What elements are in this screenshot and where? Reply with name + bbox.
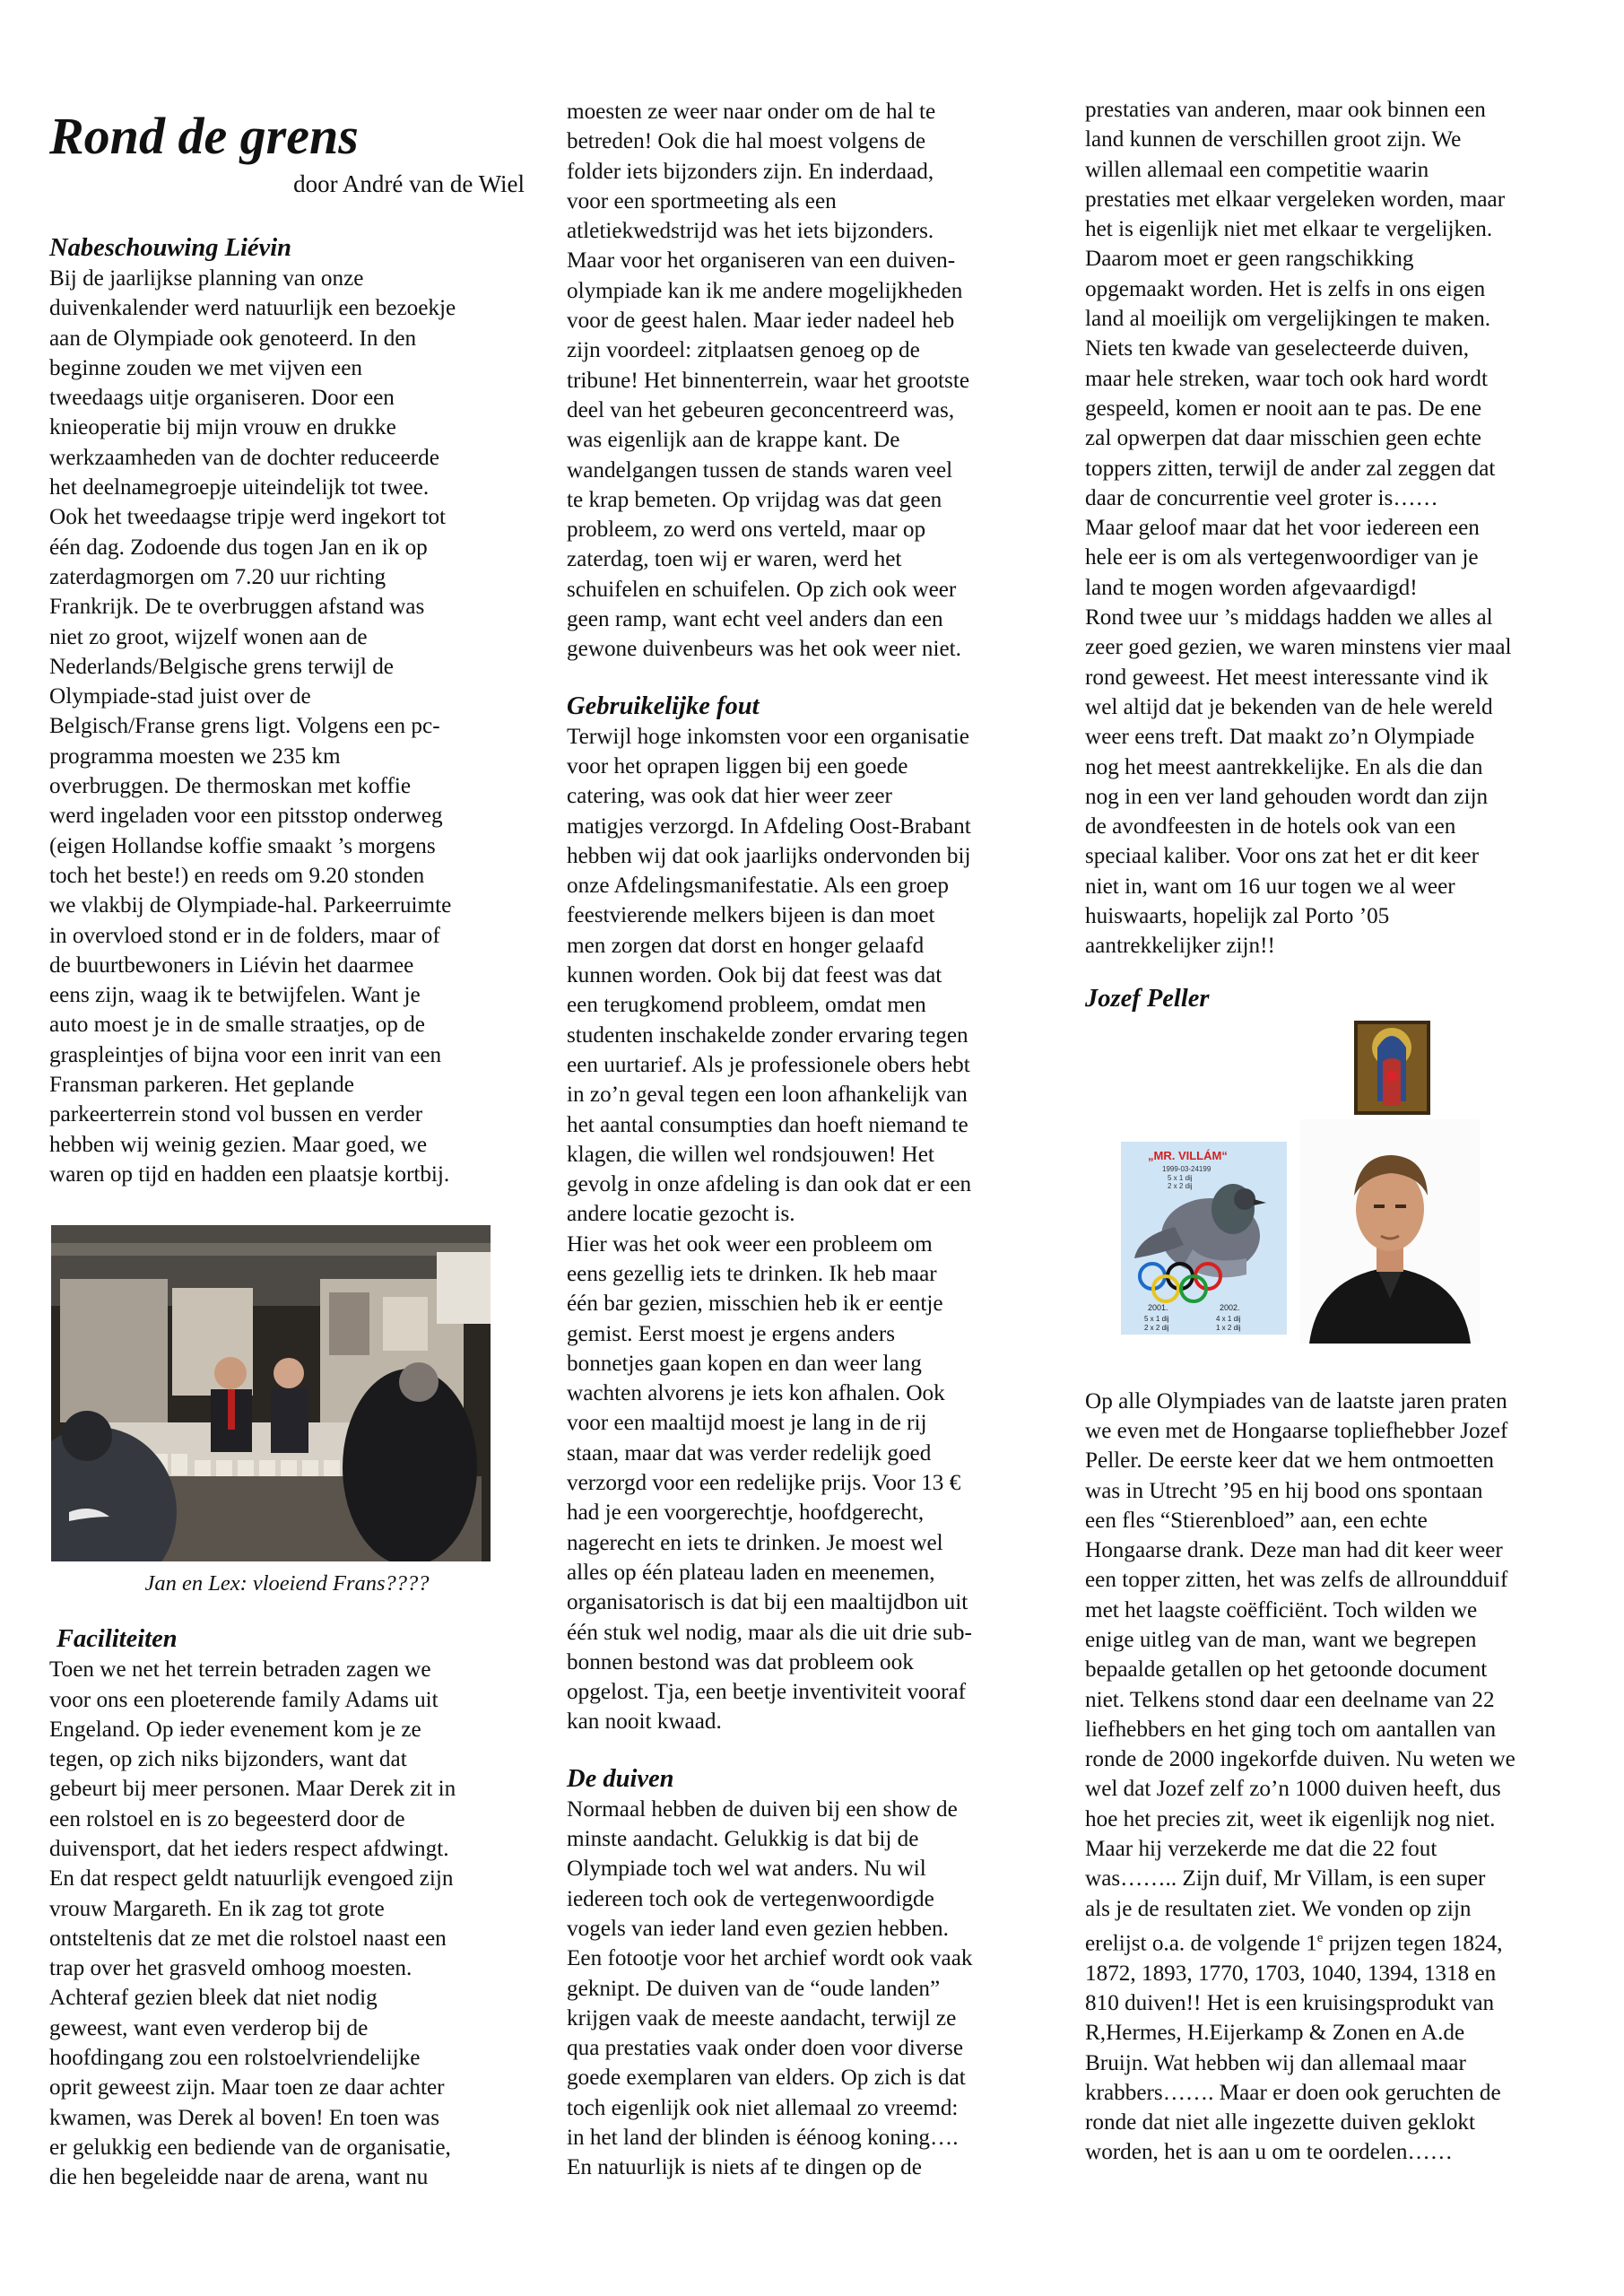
poster-year-right: 2002. bbox=[1220, 1302, 1240, 1312]
column-1 bbox=[49, 97, 525, 2193]
peller-text-part-2: prijzen tegen 1824, 1872, 1893, 1770, 1703, 1040, 1394, 1318 en 810 duiven!! Het is een kruisingsprodukt van R,Hermes, H.Eijerkamp & Zonen en A.de Bruijn. Wat hebben wij dan allemaal maar krabbers……. Maar er doen ook geruchten de ronde dat niet alle ingezette duiven geklokt worden, het is aan u om te oordelen…… bbox=[1085, 1931, 1503, 2165]
pigeon-poster bbox=[1121, 1142, 1287, 1335]
section-heading-gebruikelijke-fout: Gebruikelijke fout bbox=[567, 691, 760, 720]
section-text-de-duiven: Normaal hebben de duiven bij een show de minste aandacht. Gelukkig is dat bij de Olympiade toch wel wat anders. Nu wil iedereen toch ook de vertegenwoordigde vogels van ieder land even gezien hebben. Een fotootje voor het archief wordt ook vaak geknipt. De duiven van de “oude landen” krijgen vaak de meeste aandacht, terwijl ze qua prestaties vaak onder doen voor diverse goede exemplaren van elders. Op zich is dat toch eigenlijk ook niet allemaal zo vreemd: in het land der blinden is éénoog koning…. En natuurlijk is niets af te dingen op de bbox=[567, 1796, 973, 2180]
photo-caption: Jan en Lex: vloeiend Frans???? bbox=[144, 1571, 430, 1596]
section-heading-jozef-peller: Jozef Peller bbox=[1085, 984, 1210, 1013]
peller-text-part-1: Op alle Olympiades van de laatste jaren praten we even met de Hongaarse topliefhebber Jozef Peller. De eerste keer dat we hem ontmoetten was in Utrecht ’95 en hij bood ons spontaan een fles “Stierenbloed” aan, een echte Hongaarse drank. Deze man had dit keer weer een topper zitten, het was zelfs de allroundduif met het laagste coëfficiënt. Toch wilden we enige uitleg van de man, want we begrepen bepaalde getallen op het getoonde document niet. Telkens stond daar een deelname van 22 liefhebbers en het ging toch om aantallen van ronde de 2000 ingekorfde duiven. Nu weten we wel dat Jozef zelf zo’n 1000 duiven heeft, dus hoe het precies zit, weet ik eigenlijk nog niet. Maar hij verzekerde me dat die 22 fout was…….. Zijn duif, Mr Villam, is een super als je de resultaten ziet. We vonden op zijn erelijst o.a. de volgende 1 bbox=[1085, 1388, 1515, 1956]
section-text-lievin: Bij de jaarlijkse planning van onze duivenkalender werd natuurlijk een bezoekje aan de Olympiade ook genoteerd. In den beginne zouden we met vijven een tweedaags uitje organiseren. Door een knieoperatie bij mijn vrouw en drukke werkzaamheden van de dochter reduceerde het deelnamegroepje uiteindelijk tot twee. Ook het tweedaagse tripje werd ingekort tot één dag. Zodoende dus togen Jan en ik op zaterdagmorgen om 7.20 uur richting Frankrijk. De te overbruggen afstand was niet zo groot, wijzelf wonen aan de Nederlands/Belgische grens terwijl de Olympiade-stad juist over de Belgisch/Franse grens ligt. Volgens een pc- programma moesten we 235 km overbruggen. De thermoskan met koffie werd ingeladen voor een pitsstop onderweg (eigen Hollandse koffie smaakt ’s morgens toch het beste!) en reeds om 9.20 stonden we vlakbij de Olympiade-hal. Parkeerruimte in overvloed stond er in de folders, maar of de buurtbewoners in Liévin het daarmee eens zijn, waag ik te betwijfelen. Want je auto moest je in de smalle straatjes, op de graspleintjes of bijna voor een inrit van een Fransman parkeren. Het geplande parkeerterrein stond vol bussen en verder hebben wij weinig gezien. Maar goed, we waren op tijd en hadden een plaatsje kortbij. bbox=[49, 266, 456, 1187]
poster-stats-right-1: 4 x 1 dij bbox=[1216, 1314, 1241, 1323]
section-heading-faciliteiten: Faciliteiten bbox=[56, 1625, 178, 1654]
poster-stats-right-2: 1 x 2 dij bbox=[1216, 1323, 1241, 1332]
madonna-picture bbox=[1354, 1021, 1430, 1115]
section-heading-de-duiven: De duiven bbox=[567, 1764, 674, 1793]
article-byline: door André van de Wiel bbox=[293, 170, 525, 197]
photo-jan-en-lex bbox=[51, 1225, 491, 1561]
section-text-jozef-peller bbox=[1085, 1387, 1578, 2168]
poster-stats-left-2: 2 x 2 dij bbox=[1144, 1323, 1169, 1332]
peller-images bbox=[1085, 1016, 1578, 1370]
photo-jan-en-lex-image bbox=[51, 1225, 491, 1561]
peller-text-superscript: e bbox=[1316, 1930, 1324, 1945]
column-2 bbox=[567, 97, 1051, 2183]
portrait-jozef-peller bbox=[1300, 1119, 1480, 1344]
poster-year-left: 2001. bbox=[1148, 1302, 1168, 1312]
poster-top-line-2: 2 x 2 dij bbox=[1168, 1181, 1193, 1190]
poster-title: „MR. VILLÁM“ bbox=[1148, 1148, 1228, 1162]
section-text-col2-intro: moesten ze weer naar onder om de hal te betreden! Ook die hal moest volgens de folder iets bijzonders zijn. En inderdaad, voor een sportmeeting als een atletiekwedstrijd was het iets bijzonders. Maar voor het organiseren van een duiven- olympiade kan ik me andere mogelijkheden voor de geest halen. Maar ieder nadeel heb zijn voordeel: zitplaatsen genoeg op de tribune! Het binnenterrein, waar het grootste deel van het gebeuren geconcentreerd was, was eigenlijk aan de krappe kant. De wandelgangen tussen de stands waren veel te krap bemeten. Op vrijdag was dat geen probleem, zo werd ons verteld, maar op zaterdag, toen wij er waren, werd het schuifelen en schuifelen. Op zich ook weer geen ramp, want echt veel anders dan een gewone duivenbeurs was het ook weer niet. bbox=[567, 100, 970, 662]
article-title: Rond de grens bbox=[49, 107, 359, 165]
poster-top-line-1: 5 x 1 dij bbox=[1168, 1173, 1193, 1182]
madonna-picture-image bbox=[1354, 1021, 1430, 1115]
portrait-jozef-peller-image bbox=[1300, 1119, 1480, 1344]
column-3 bbox=[1085, 95, 1578, 2168]
section-text-col3-intro: prestaties van anderen, maar ook binnen een land kunnen de verschillen groot zijn. We willen allemaal een competitie waarin prestaties met elkaar vergeleken worden, maar het is eigenlijk niet met elkaar te vergelijken. Daarom moet er geen rangschikking opgemaakt worden. Het is zelfs in ons eigen land al moeilijk om vergelijkingen te maken. Niets ten kwade van geselecteerde duiven, maar hele streken, waar toch ook hard wordt gespeeld, komen er nooit aan te pas. De ene zal opwerpen dat daar misschien geen echte toppers zitten, terwijl de ander zal zeggen dat daar de concurrentie veel groter is…… Maar geloof maar dat het voor iedereen een hele eer is om als vertegenwoordiger van je land te mogen worden afgevaardigd! Rond twee uur ’s middags hadden we alles al zeer goed gezien, we waren minstens vier maal rond geweest. Het meest interessante vind ik wel altijd dat je bekenden van de hele wereld weer eens treft. Dat maakt zo’n Olympiade nog het meest aantrekkelijke. En als die dan nog in een ver land gehouden wordt dan zijn de avondfeesten in de hotels ook van een speciaal kaliber. Voor ons zat het er dit keer niet in, want om 16 uur togen we al weer huiswaarts, hopelijk zal Porto ’05 aantrekkelijker zijn!! bbox=[1085, 98, 1512, 959]
section-heading-lievin: Nabeschouwing Liévin bbox=[49, 234, 291, 262]
poster-ring: 1999-03-24199 bbox=[1162, 1164, 1211, 1173]
poster-stats-left-1: 5 x 1 dij bbox=[1144, 1314, 1169, 1323]
section-text-gebruikelijke-fout: Terwijl hoge inkomsten voor een organisatie voor het oprapen liggen bij een goede catering, was ook dat hier weer zeer matigjes verzorgd. In Afdeling Oost-Brabant hebben wij dat ook jaarlijks ondervonden bij onze Afdelingsmanifestatie. Als een groep feestvierende melkers bijeen is dan moet men zorgen dat dorst en honger gelaafd kunnen worden. Ook bij dat feest was dat een terugkomend probleem, omdat men studenten inschakelde zonder ervaring tegen een uurtarief. Als je professionele obers hebt in zo’n geval tegen een loon afhankelijk van het aantal consumpties dan hoeft niemand te klagen, die willen wel rondsjouwen! Het gevolg in onze afdeling is dan ook dat er een andere locatie gezocht is. Hier was het ook weer een probleem om eens gezellig iets te drinken. Ik heb maar één bar gezien, misschien heb ik er eentje gemist. Eerst moest je ergens anders bonnetjes gaan kopen en dan weer lang wachten alvorens je iets kon afhalen. Ook voor een maaltijd moest je lang in de rij staan, maar dat was verder redelijk goed verzorgd voor een redelijke prijs. Voor 13 € had je een voorgerechtje, hoofdgerecht, nagerecht en iets te drinken. Je moest wel alles op één plateau laden en meenemen, organisatorisch is dat bij een maaltijdbon uit één stuk wel nodig, maar als die uit drie sub- bonnen bestond was dat probleem ook opgelost. Tja, een beetje inventiviteit vooraf kan nooit kwaad. bbox=[567, 724, 972, 1735]
section-text-faciliteiten: Toen we net het terrein betraden zagen we voor ons een ploeterende family Adams uit Engeland. Op ieder evenement kom je ze tegen, op zich niks bijzonders, want dat gebeurt bij meer personen. Maar Derek zit in een rolstoel en is zo begeesterd door de duivensport, dat het ieders respect afdwingt. En dat respect geldt natuurlijk evengoed zijn vrouw Margareth. En ik zag tot grote ontsteltenis dat ze met die rolstoel naast een trap over het grasveld omhoog moesten. Achteraf gezien bleek dat niet nodig geweest, want even verderop bij de hoofdingang zou een rolstoelvriendelijke oprit geweest zijn. Maar toen ze daar achter kwamen, was Derek al boven! En toen was er gelukkig een bediende van de organisatie, die hen begeleidde naar de arena, want nu bbox=[49, 1657, 456, 2190]
